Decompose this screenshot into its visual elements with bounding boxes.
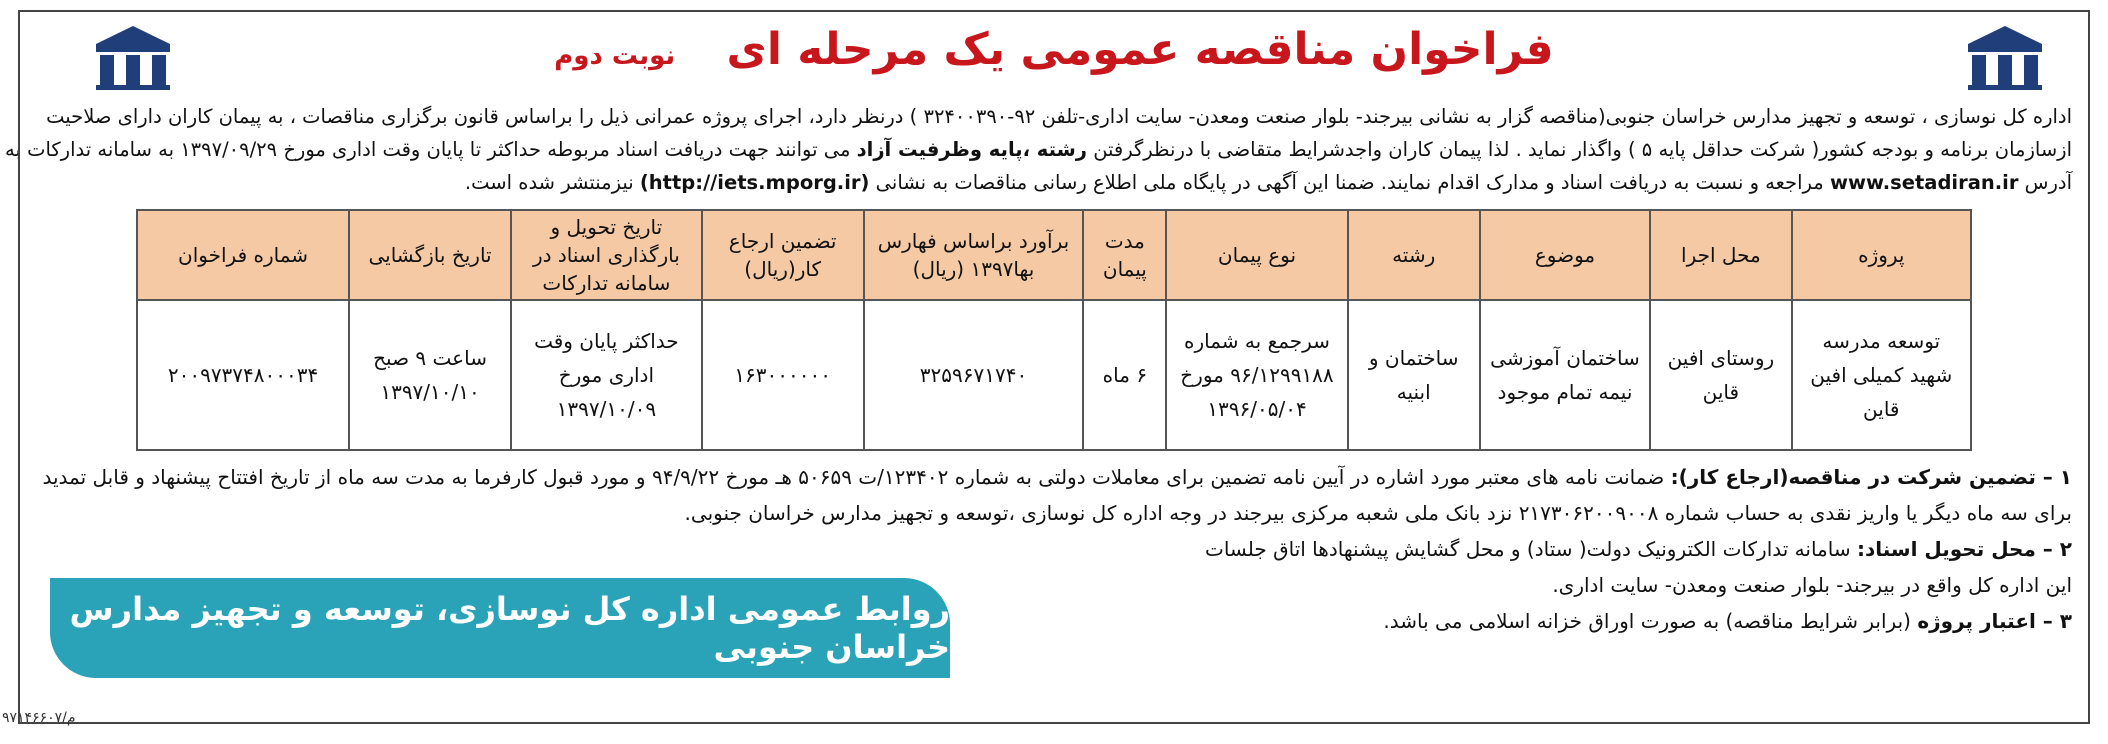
- header-subject: موضوع: [1480, 210, 1650, 300]
- title-text: فراخوان مناقصه عمومی یک مرحله ای: [726, 24, 1554, 75]
- header-field: رشته: [1348, 210, 1480, 300]
- note-2-continued: این اداره کل واقع در بیرجند- بلوار صنعت ومعدن- سایت اداری.: [1552, 573, 2072, 597]
- header-opening-date: تاریخ بازگشایی: [349, 210, 511, 300]
- cell-duration: ۶ ماه: [1083, 300, 1166, 450]
- header-estimate: برآورد براساس فهارس بها۱۳۹۷ (ریال): [864, 210, 1084, 300]
- header: [26, 14, 2082, 100]
- note-1: ۱ – تضمین شرکت در مناقصه(ارجاع کار): ضمانت نامه های معتبر مورد اشاره در آیین نامه تضمین برای معاملات دولتی به شماره ۱۲۳۴۰۲/ت ۵۰۶۵۹ هـ مورخ ۹۴/۹/۲۲ و مورد قبول کارفرما به مدت سه ماه از تاریخ افتتاح پیشنهاد و قابل تمدید: [42, 465, 2072, 489]
- public-relations-banner: روابط عمومی اداره کل نوسازی، توسعه و تجهیز مدارس خراسان جنوبی: [50, 578, 950, 678]
- header-location: محل اجرا: [1650, 210, 1791, 300]
- title-subtitle: نوبت دوم: [554, 41, 676, 71]
- cell-opening-date: ساعت ۹ صبح ۱۳۹۷/۱۰/۱۰: [349, 300, 511, 450]
- cell-field: ساختمان و ابنیه: [1348, 300, 1480, 450]
- header-contract-type: نوع پیمان: [1166, 210, 1347, 300]
- iets-link: (http://iets.mporg.ir): [639, 171, 870, 194]
- note-1-continued: برای سه ماه دیگر یا واریز نقدی به حساب شماره ۲۱۷۳۰۶۲۰۰۹۰۰۸ نزد بانک ملی شعبه مرکزی بیرجند در وجه اداره کل نوسازی ،توسعه و تجهیز مدارس خراسان جنوبی.: [684, 501, 2072, 525]
- note-2: ۲ – محل تحویل اسناد: سامانه تدارکات الکترونیک دولت( ستاد) و محل گشایش پیشنهادها اتاق جلسات: [1204, 537, 2072, 561]
- cell-location: روستای افین قاین: [1650, 300, 1791, 450]
- cell-subject: ساختمان آموزشی نیمه تمام موجود: [1480, 300, 1650, 450]
- cell-contract-type: سرجمع به شماره ۹۶/۱۲۹۹۱۸۸ مورخ ۱۳۹۶/۰۵/۰۴: [1166, 300, 1347, 450]
- cell-guarantee: ۱۶۳۰۰۰۰۰۰: [702, 300, 864, 450]
- header-delivery-date: تاریخ تحویل و بارگذاری اسناد در سامانه تدارکات: [511, 210, 702, 300]
- notice-code: م/۹۷۱۴۶۶۰۷: [2, 710, 76, 726]
- intro-line-2: ازسازمان برنامه و بودجه کشور( شرکت حداقل پایه ۵ ) واگذار نماید . لذا پیمان کاران واجدشرایط متقاضی با درنظرگرفتن رشته ،پایه وظرفیت آزاد می توانند جهت دریافت اسناد مربوطه حداکثر تا پایان وقت اداری مورخ ۱۳۹۷/۰۹/۲۹ به سامانه تدارکات به: [5, 138, 2072, 161]
- header-project: پروژه: [1792, 210, 1971, 300]
- cell-call-number: ۲۰۰۹۷۳۷۴۸۰۰۰۳۴: [137, 300, 349, 450]
- setad-link: www.setadiran.ir: [1829, 171, 2019, 194]
- header-guarantee: تضمین ارجاع کار(ریال): [702, 210, 864, 300]
- page-title: [26, 24, 2082, 75]
- cell-project: توسعه مدرسه شهید کمیلی افین قاین: [1792, 300, 1971, 450]
- intro-line-1: اداره کل نوسازی ، توسعه و تجهیز مدارس خراسان جنوبی(مناقصه گزار به نشانی بیرجند- بلوار صنعت ومعدن- سایت اداری-تلفن ۹۲-۳۲۴۰۰۳۹۰ ) درنظر دارد، اجرای پروژه عمرانی ذیل را براساس قانون برگزاری مناقصات ، به پیمان کاران دارای صلاحیت: [46, 105, 2072, 128]
- cell-delivery-date: حداکثر پایان وقت اداری مورخ ۱۳۹۷/۱۰/۰۹: [511, 300, 702, 450]
- header-duration: مدت پیمان: [1083, 210, 1166, 300]
- note-3: ۳ – اعتبار پروژه (برابر شرایط مناقصه) به صورت اوراق خزانه اسلامی می باشد.: [1383, 609, 2072, 633]
- header-call-number: شماره فراخوان: [137, 210, 349, 300]
- cell-estimate: ۳۲۵۹۶۷۱۷۴۰: [864, 300, 1084, 450]
- intro-line-3: آدرس www.setadiran.ir مراجعه و نسبت به دریافت اسناد و مدارک اقدام نمایند. ضمنا این آگهی در پایگاه ملی اطلاع رسانی مناقصات به نشانی (http://iets.mporg.ir) نیزمنتشر شده است.: [464, 171, 2072, 194]
